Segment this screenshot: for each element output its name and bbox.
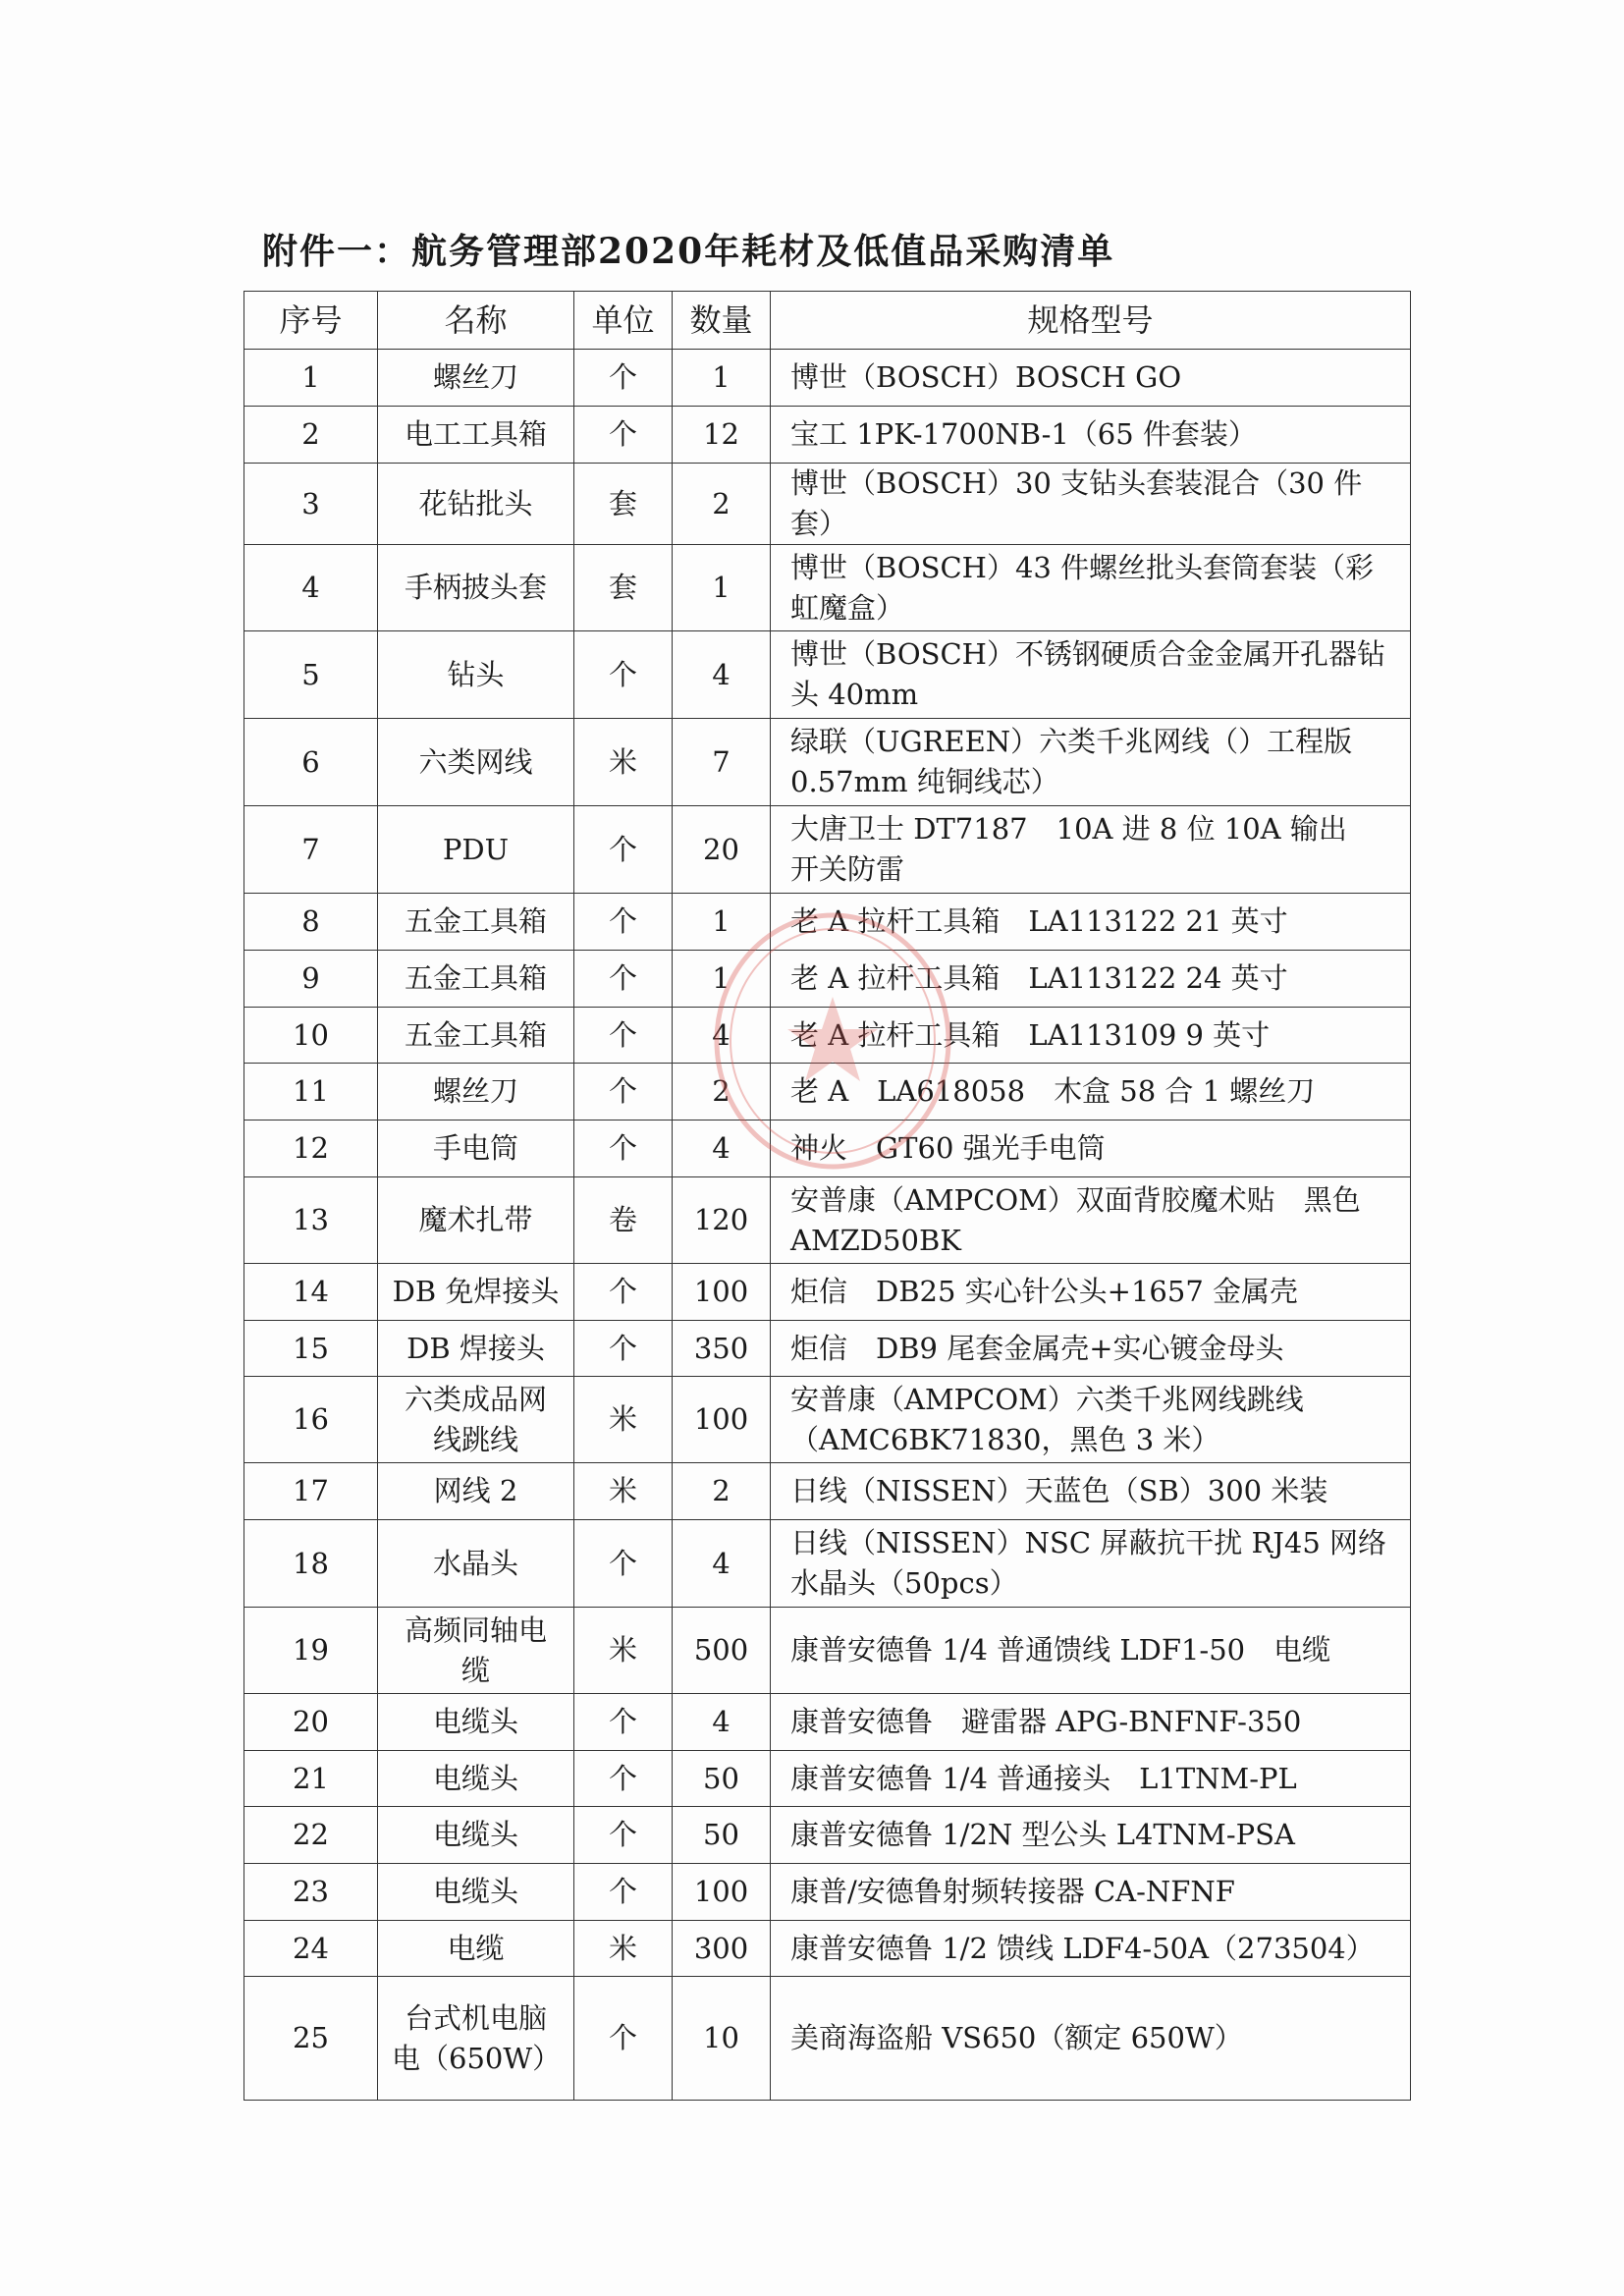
cell-name: 台式机电脑电（650W）	[378, 1977, 574, 2101]
table-row	[244, 350, 1411, 407]
header-no: 序号	[244, 292, 378, 350]
table-row	[244, 1064, 1411, 1121]
table-row	[244, 1121, 1411, 1177]
cell-qty: 1	[673, 545, 771, 631]
cell-qty: 2	[673, 1064, 771, 1121]
cell-name: 电缆头	[378, 1694, 574, 1751]
cell-qty: 350	[673, 1321, 771, 1377]
cell-no: 22	[244, 1807, 378, 1864]
cell-spec: 安普康（AMPCOM）双面背胶魔术贴 黑色 AMZD50BK	[771, 1177, 1411, 1264]
cell-qty: 4	[673, 1520, 771, 1608]
header-spec: 规格型号	[771, 292, 1411, 350]
cell-no: 15	[244, 1321, 378, 1377]
cell-no: 14	[244, 1264, 378, 1321]
cell-qty: 7	[673, 719, 771, 806]
cell-spec: 安普康（AMPCOM）六类千兆网线跳线（AMC6BK71830，黑色 3 米）	[771, 1377, 1411, 1463]
cell-qty: 2	[673, 1463, 771, 1520]
cell-spec: 神火 GT60 强光手电筒	[771, 1121, 1411, 1177]
cell-unit: 个	[574, 1694, 673, 1751]
table-row	[244, 1463, 1411, 1520]
cell-spec: 老 A 拉杆工具箱 LA113122 21 英寸	[771, 894, 1411, 951]
cell-qty: 10	[673, 1977, 771, 2101]
cell-no: 18	[244, 1520, 378, 1608]
cell-name: 高频同轴电缆	[378, 1608, 574, 1694]
cell-no: 4	[244, 545, 378, 631]
cell-unit: 卷	[574, 1177, 673, 1264]
cell-qty: 120	[673, 1177, 771, 1264]
cell-qty: 2	[673, 464, 771, 545]
table-row	[244, 1321, 1411, 1377]
table-row	[244, 1008, 1411, 1064]
cell-no: 6	[244, 719, 378, 806]
table-row	[244, 806, 1411, 894]
table-row	[244, 545, 1411, 631]
cell-unit: 个	[574, 1321, 673, 1377]
cell-spec: 宝工 1PK-1700NB-1（65 件套装）	[771, 407, 1411, 464]
cell-name: 网线 2	[378, 1463, 574, 1520]
table-row	[244, 1264, 1411, 1321]
table-row	[244, 1751, 1411, 1807]
cell-qty: 50	[673, 1751, 771, 1807]
cell-name: 电缆头	[378, 1864, 574, 1921]
cell-spec: 日线（NISSEN）天蓝色（SB）300 米装	[771, 1463, 1411, 1520]
header-unit: 单位	[574, 292, 673, 350]
cell-unit: 个	[574, 1977, 673, 2101]
cell-no: 9	[244, 951, 378, 1008]
table-row	[244, 1864, 1411, 1921]
cell-name: 螺丝刀	[378, 350, 574, 407]
cell-unit: 米	[574, 1608, 673, 1694]
cell-unit: 套	[574, 464, 673, 545]
cell-name: 钻头	[378, 631, 574, 719]
cell-spec: 博世（BOSCH）BOSCH GO	[771, 350, 1411, 407]
cell-qty: 500	[673, 1608, 771, 1694]
cell-unit: 个	[574, 407, 673, 464]
cell-qty: 1	[673, 894, 771, 951]
cell-unit: 个	[574, 1264, 673, 1321]
cell-spec: 大唐卫士 DT7187 10A 进 8 位 10A 输出 开关防雷	[771, 806, 1411, 894]
cell-no: 11	[244, 1064, 378, 1121]
cell-no: 23	[244, 1864, 378, 1921]
cell-name: DB 免焊接头	[378, 1264, 574, 1321]
cell-qty: 4	[673, 1121, 771, 1177]
cell-no: 19	[244, 1608, 378, 1694]
cell-spec: 博世（BOSCH）43 件螺丝批头套筒套装（彩虹魔盒）	[771, 545, 1411, 631]
cell-no: 7	[244, 806, 378, 894]
cell-name: 五金工具箱	[378, 894, 574, 951]
cell-no: 25	[244, 1977, 378, 2101]
cell-spec: 博世（BOSCH）不锈钢硬质合金金属开孔器钻头 40mm	[771, 631, 1411, 719]
header-name: 名称	[378, 292, 574, 350]
table-row	[244, 407, 1411, 464]
cell-spec: 康普安德鲁 1/4 普通接头 L1TNM-PL	[771, 1751, 1411, 1807]
cell-spec: 绿联（UGREEN）六类千兆网线（）工程版 0.57mm 纯铜线芯）	[771, 719, 1411, 806]
cell-unit: 个	[574, 1121, 673, 1177]
cell-spec: 美商海盗船 VS650（额定 650W）	[771, 1977, 1411, 2101]
cell-unit: 个	[574, 350, 673, 407]
cell-spec: 康普安德鲁 1/4 普通馈线 LDF1-50 电缆	[771, 1608, 1411, 1694]
table-row	[244, 1807, 1411, 1864]
cell-no: 20	[244, 1694, 378, 1751]
cell-qty: 100	[673, 1264, 771, 1321]
table-header-row	[244, 292, 1411, 350]
cell-no: 16	[244, 1377, 378, 1463]
cell-name: 六类网线	[378, 719, 574, 806]
cell-unit: 米	[574, 1377, 673, 1463]
cell-no: 1	[244, 350, 378, 407]
table-row	[244, 1177, 1411, 1264]
cell-spec: 炬信 DB9 尾套金属壳+实心镀金母头	[771, 1321, 1411, 1377]
cell-unit: 个	[574, 1520, 673, 1608]
cell-qty: 100	[673, 1377, 771, 1463]
cell-qty: 4	[673, 1008, 771, 1064]
cell-spec: 康普/安德鲁射频转接器 CA-NFNF	[771, 1864, 1411, 1921]
cell-name: 手柄披头套	[378, 545, 574, 631]
cell-spec: 老 A 拉杆工具箱 LA113109 9 英寸	[771, 1008, 1411, 1064]
table-row	[244, 1377, 1411, 1463]
cell-name: 魔术扎带	[378, 1177, 574, 1264]
cell-unit: 个	[574, 951, 673, 1008]
cell-name: 花钻批头	[378, 464, 574, 545]
cell-spec: 康普安德鲁 避雷器 APG-BNFNF-350	[771, 1694, 1411, 1751]
cell-name: 电缆	[378, 1921, 574, 1977]
table-row	[244, 1977, 1411, 2101]
cell-name: 手电筒	[378, 1121, 574, 1177]
cell-qty: 50	[673, 1807, 771, 1864]
cell-name: 电缆头	[378, 1807, 574, 1864]
table-row	[244, 719, 1411, 806]
cell-unit: 套	[574, 545, 673, 631]
cell-spec: 康普安德鲁 1/2 馈线 LDF4-50A（273504）	[771, 1921, 1411, 1977]
cell-no: 5	[244, 631, 378, 719]
cell-no: 13	[244, 1177, 378, 1264]
cell-spec: 老 A 拉杆工具箱 LA113122 24 英寸	[771, 951, 1411, 1008]
table-row	[244, 1694, 1411, 1751]
cell-spec: 日线（NISSEN）NSC 屏蔽抗干扰 RJ45 网络水晶头（50pcs）	[771, 1520, 1411, 1608]
cell-no: 21	[244, 1751, 378, 1807]
cell-name: 水晶头	[378, 1520, 574, 1608]
cell-name: PDU	[378, 806, 574, 894]
cell-unit: 米	[574, 1921, 673, 1977]
cell-spec: 炬信 DB25 实心针公头+1657 金属壳	[771, 1264, 1411, 1321]
cell-qty: 300	[673, 1921, 771, 1977]
cell-no: 10	[244, 1008, 378, 1064]
cell-unit: 个	[574, 1864, 673, 1921]
cell-no: 3	[244, 464, 378, 545]
cell-unit: 米	[574, 719, 673, 806]
cell-qty: 4	[673, 1694, 771, 1751]
table-body	[244, 350, 1411, 2101]
table-row	[244, 951, 1411, 1008]
cell-qty: 1	[673, 350, 771, 407]
cell-no: 24	[244, 1921, 378, 1977]
cell-name: DB 焊接头	[378, 1321, 574, 1377]
cell-name: 电工工具箱	[378, 407, 574, 464]
cell-unit: 个	[574, 1064, 673, 1121]
cell-unit: 个	[574, 1807, 673, 1864]
cell-name: 六类成品网线跳线	[378, 1377, 574, 1463]
cell-spec: 老 A LA618058 木盒 58 合 1 螺丝刀	[771, 1064, 1411, 1121]
cell-unit: 个	[574, 806, 673, 894]
table-row	[244, 631, 1411, 719]
cell-unit: 米	[574, 1463, 673, 1520]
cell-qty: 4	[673, 631, 771, 719]
cell-unit: 个	[574, 1751, 673, 1807]
document-title: 附件一：航务管理部2020年耗材及低值品采购清单	[262, 231, 1115, 272]
cell-name: 五金工具箱	[378, 1008, 574, 1064]
cell-no: 2	[244, 407, 378, 464]
cell-qty: 12	[673, 407, 771, 464]
cell-qty: 100	[673, 1864, 771, 1921]
cell-no: 17	[244, 1463, 378, 1520]
cell-unit: 个	[574, 631, 673, 719]
cell-qty: 1	[673, 951, 771, 1008]
header-qty: 数量	[673, 292, 771, 350]
table-row	[244, 1608, 1411, 1694]
table-row	[244, 1520, 1411, 1608]
cell-no: 12	[244, 1121, 378, 1177]
table-row	[244, 464, 1411, 545]
cell-unit: 个	[574, 894, 673, 951]
cell-spec: 康普安德鲁 1/2N 型公头 L4TNM-PSA	[771, 1807, 1411, 1864]
cell-name: 五金工具箱	[378, 951, 574, 1008]
cell-name: 电缆头	[378, 1751, 574, 1807]
table-row	[244, 1921, 1411, 1977]
cell-spec: 博世（BOSCH）30 支钻头套装混合（30 件套）	[771, 464, 1411, 545]
cell-qty: 20	[673, 806, 771, 894]
cell-no: 8	[244, 894, 378, 951]
table-row	[244, 894, 1411, 951]
procurement-table	[244, 291, 1411, 2101]
cell-name: 螺丝刀	[378, 1064, 574, 1121]
cell-unit: 个	[574, 1008, 673, 1064]
